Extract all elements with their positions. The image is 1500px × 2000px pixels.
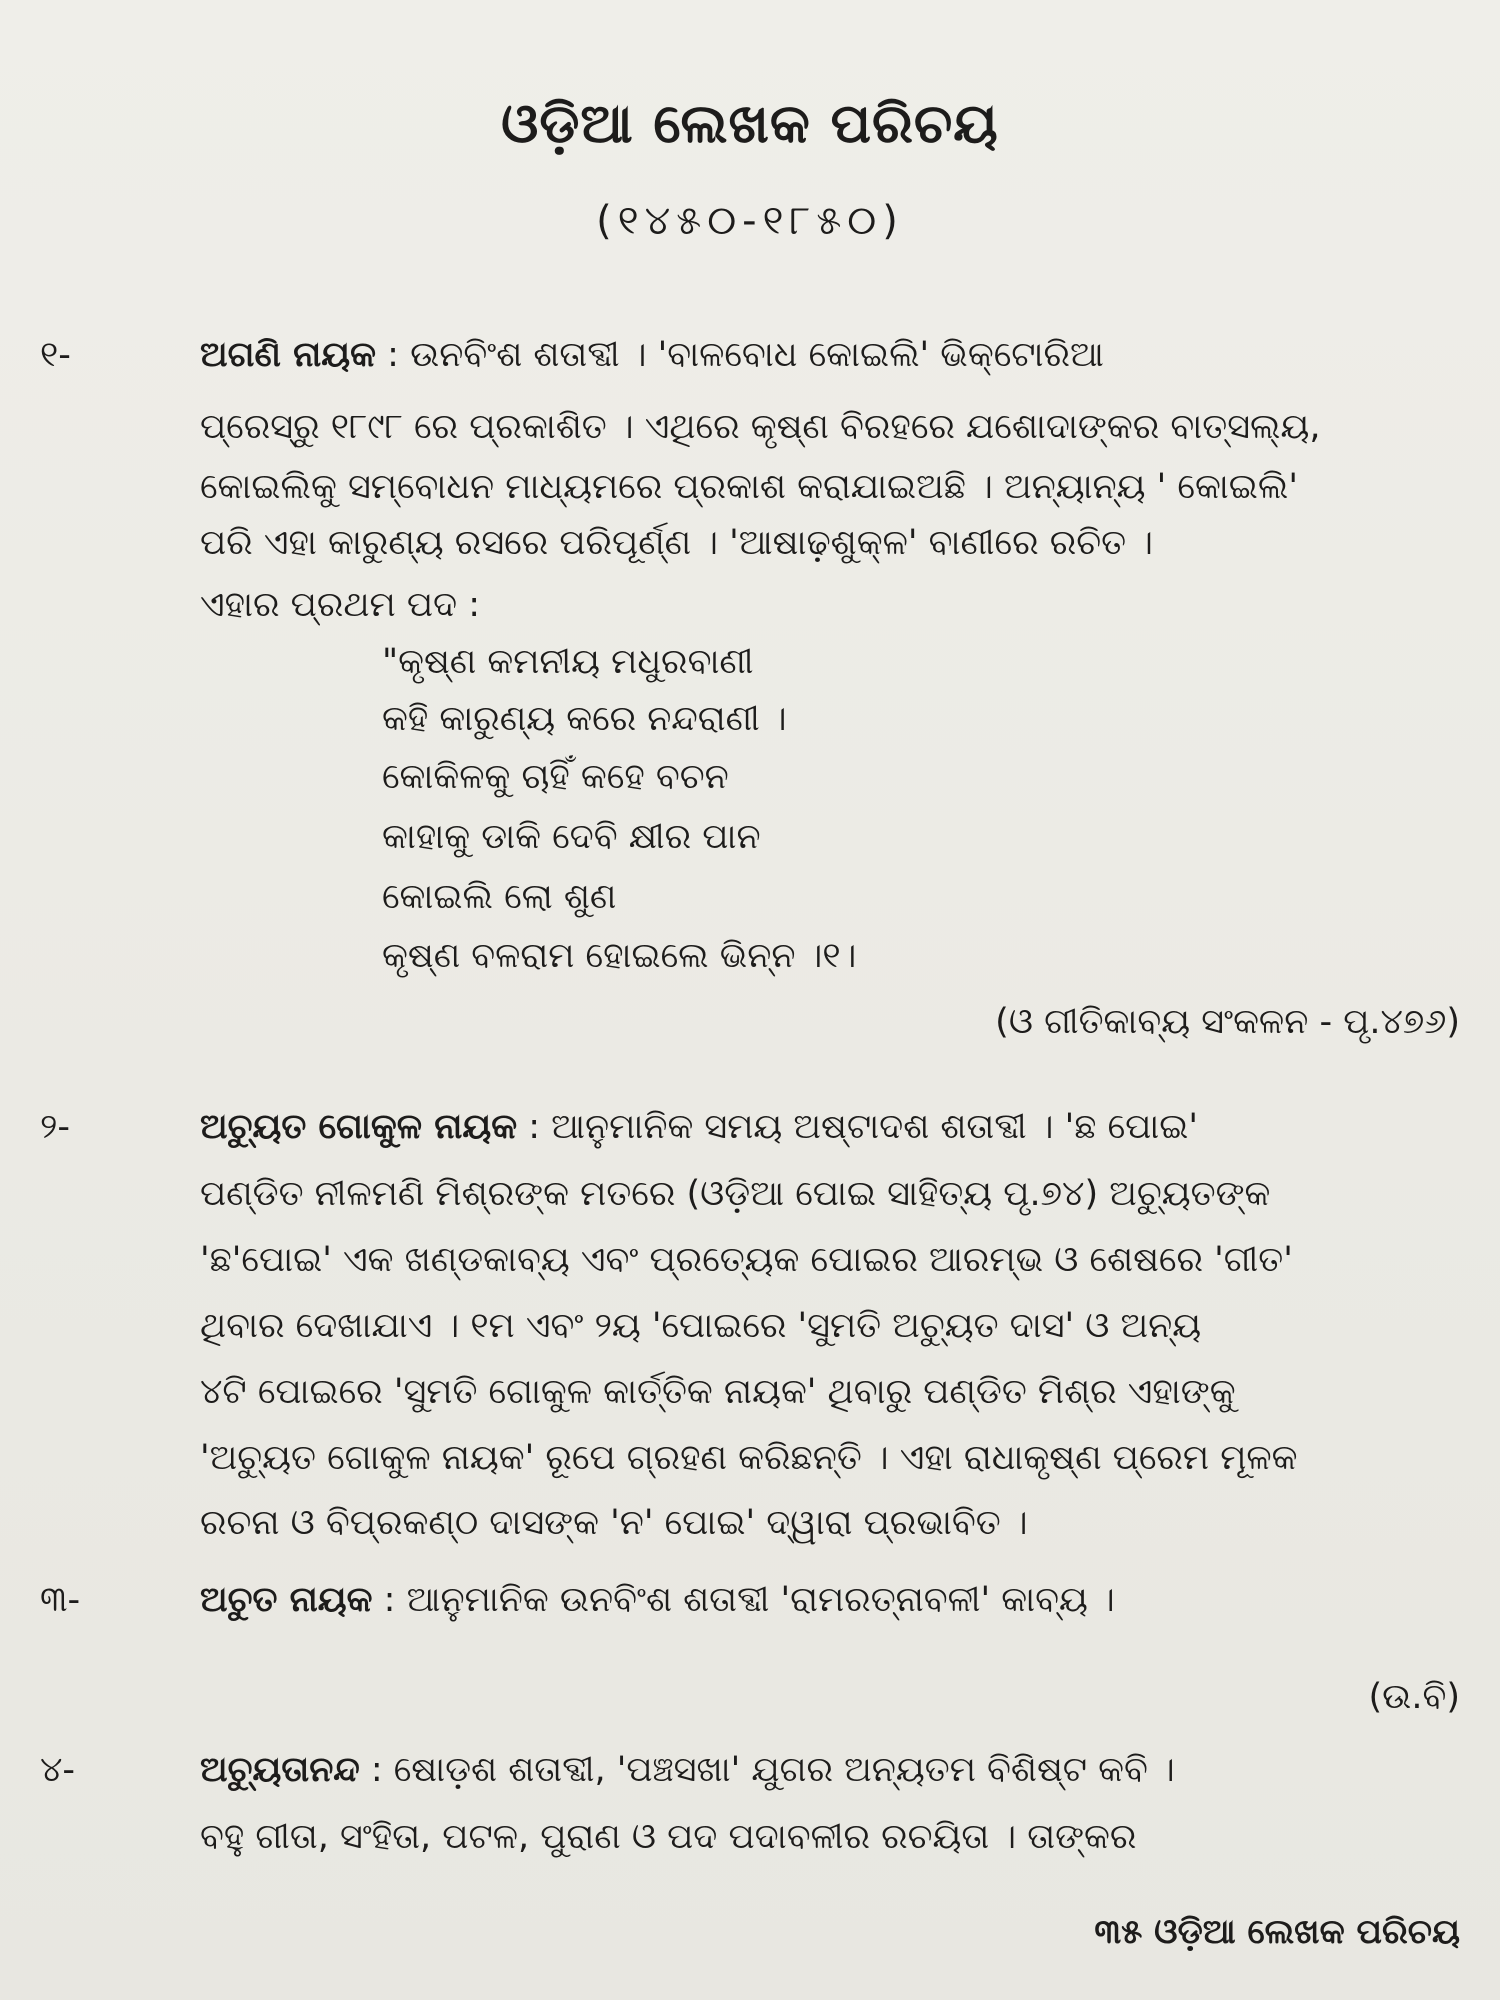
author-name: ଅଗଣି ନାୟକ <box>200 335 377 375</box>
entry-line: ପ୍ରେସ୍‌ରୁ ୧୮୯୮ ରେ ପ୍ରକାଶିତ । ଏଥିରେ କୃଷ୍ଣ ବିରହରେ ଯଶୋଦାଙ୍କର ବାତ୍ସଲ୍ୟ, <box>200 407 1321 447</box>
entry-line: 'ଅଚ୍ୟୁତ ଗୋକୁଳ ନାୟକ' ରୂପେ ଗ୍ରହଣ କରିଛନ୍ତି । ଏହା ରାଧାକୃଷ୍ଣ ପ୍ରେମ ମୂଳକ <box>200 1438 1298 1478</box>
verse-line: କୋକିଳକୁ ଚାହିଁ କହେ ବଚନ <box>382 757 729 797</box>
page-footer: ୩୫ ଓଡ଼ିଆ ଲେଖକ ପରିଚୟ <box>1094 1912 1460 1952</box>
entry-first-line <box>200 1748 1175 1792</box>
citation: (ଉ.ବି) <box>1368 1677 1460 1717</box>
entry-line: ୪ଟି ପୋଇରେ 'ସୁମତି ଗୋକୁଳ କାର୍ତ୍ତିକ ନାୟକ' ଥିବାରୁ ପଣ୍ଡିତ ମିଶ୍ର ଏହାଙ୍କୁ <box>200 1372 1236 1412</box>
entry-line: ଥିବାର ଦେଖାଯାଏ । ୧ମ ଏବଂ ୨ୟ 'ପୋଇରେ 'ସୁମତି ଅଚ୍ୟୁତ ଦାସ' ଓ ଅନ୍ୟ <box>200 1306 1202 1346</box>
author-name: ଅଚୁତ ନାୟକ <box>200 1580 373 1620</box>
entry-line: 'ଛ'ପୋଇ' ଏକ ଖଣ୍ଡକାବ୍ୟ ଏବଂ ପ୍ରତ୍ୟେକ ପୋଇର ଆରମ୍ଭ ଓ ଶେଷରେ 'ଗୀତ' <box>200 1240 1293 1280</box>
entry-number: ୨- <box>40 1107 71 1147</box>
author-name: ଅଚ୍ୟୁତ ଗୋକୁଳ ନାୟକ <box>200 1107 518 1147</box>
entry-line: ଏହାର ପ୍ରଥମ ପଦ : <box>200 585 481 625</box>
entry-text: : ଉନବିଂଶ ଶତାବ୍ଦୀ । 'ବାଳବୋଧ କୋଇଲି' ଭିକ୍ଟୋରିଆ <box>376 335 1104 375</box>
page-subtitle-range: (୧୪୫୦-୧୮୫୦) <box>596 198 904 244</box>
entry-line: କୋଇଲିକୁ ସମ୍ବୋଧନ ମାଧ୍ୟମରେ ପ୍ରକାଶ କରାଯାଇଅଛି । ଅନ୍ୟାନ୍ୟ ' କୋଇଲି' <box>200 467 1298 507</box>
entry-number: ୧- <box>40 335 71 375</box>
entry-text: : ଆନୁମାନିକ ଉନବିଂଶ ଶତାବ୍ଦୀ 'ରାମରତ୍ନାବଳୀ' କାବ୍ୟ । <box>372 1580 1115 1620</box>
entry-line: ରଚନା ଓ ବିପ୍ରକଣ୍ଠ ଦାସଙ୍କ 'ନ' ପୋଇ' ଦ୍ୱାରା ପ୍ରଭାବିତ । <box>200 1503 1028 1543</box>
verse-line: କହି କାରୁଣ୍ୟ କରେ ନନ୍ଦରାଣୀ । <box>382 699 787 739</box>
entry-text: : ଆନୁମାନିକ ସମୟ ଅଷ୍ଟାଦଶ ଶତାବ୍ଦୀ । 'ଛ ପୋଇ' <box>517 1107 1199 1147</box>
entry-first-line <box>200 1105 1198 1149</box>
entry-line: ପଣ୍ଡିତ ନୀଳମଣି ମିଶ୍ରଙ୍କ ମତରେ (ଓଡ଼ିଆ ପୋଇ ସାହିତ୍ୟ ପୃ.୭୪) ଅଚ୍ୟୁତଙ୍କ <box>200 1174 1271 1214</box>
entry-first-line <box>200 1578 1115 1622</box>
page-title: ଓଡ଼ିଆ ଲେଖକ ପରିଚୟ <box>501 92 999 155</box>
entry-number: ୪- <box>40 1750 76 1790</box>
entry-text: : ଷୋଡ଼ଶ ଶତାବ୍ଦୀ, 'ପଞ୍ଚସଖା' ଯୁଗର ଅନ୍ୟତମ ବିଶିଷ୍ଟ କବି । <box>359 1750 1175 1790</box>
verse-line: କୋଇଲି ଲୋ ଶୁଣ <box>382 877 617 917</box>
entry-line: ପରି ଏହା କାରୁଣ୍ୟ ରସରେ ପରିପୂର୍ଣ୍ଣ । 'ଆଷାଢ଼ଶୁକ୍ଳ' ବାଣୀରେ ରଚିତ । <box>200 523 1153 563</box>
entry-line: ବହୁ ଗୀତା, ସଂହିତା, ପଟଳ, ପୁରାଣ ଓ ପଦ ପଦାବଳୀର ରଚୟିତା । ତାଙ୍କର <box>200 1817 1137 1857</box>
author-name: ଅଚ୍ୟୁତାନନ୍ଦ <box>200 1750 360 1790</box>
verse-line: "କୃଷ୍ଣ କମନୀୟ ମଧୁରବାଣୀ <box>382 642 754 682</box>
citation: (ଓ ଗୀତିକାବ୍ୟ ସଂକଳନ - ପୃ.୪୭୬) <box>995 1002 1460 1042</box>
entry-first-line <box>200 333 1104 377</box>
verse-line: କାହାକୁ ଡାକି ଦେବି କ୍ଷୀର ପାନ <box>382 817 761 857</box>
entry-number: ୩- <box>40 1580 81 1620</box>
verse-line: କୃଷ୍ଣ ବଳରାମ ହୋଇଲେ ଭିନ୍ନ ।୧। <box>382 936 857 976</box>
